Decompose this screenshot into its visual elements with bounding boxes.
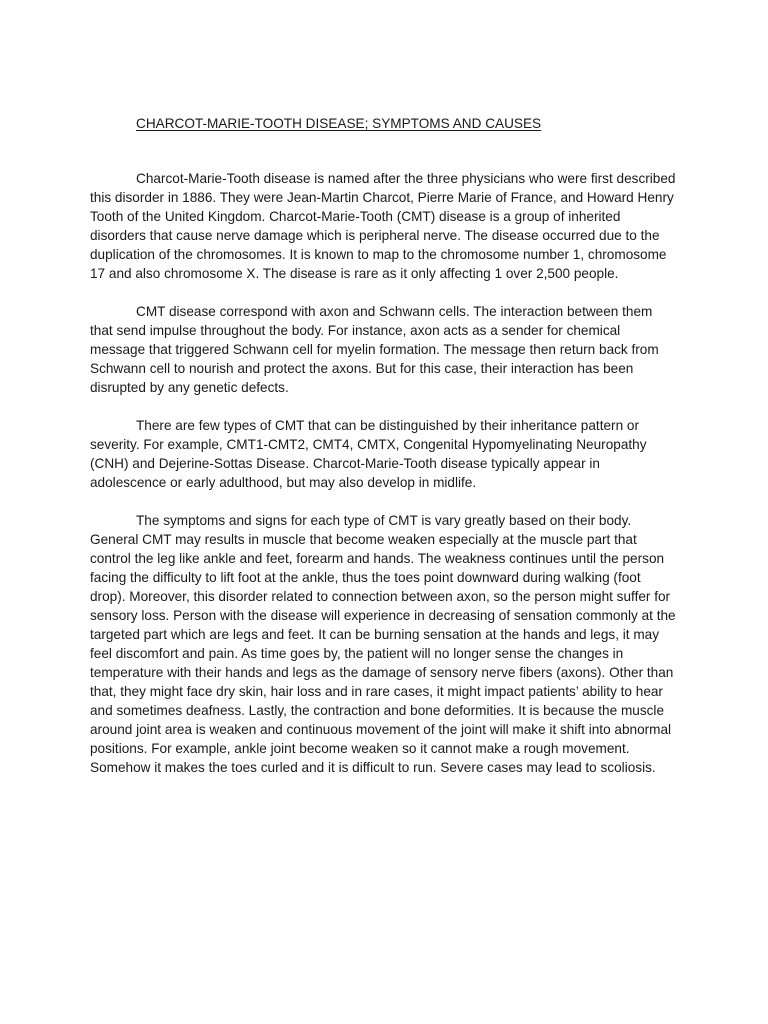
paragraph-symptoms: The symptoms and signs for each type of CMT is vary greatly based on their body. General CMT may results in muscle that become weaken especially at the muscle part that control the leg like ankle and feet, forearm and hands. The weakness continues until the person facing the difficulty to lift foot at the ankle, thus the toes point downward during walking (foot drop). Moreover, this disorder related to connection between axon, so the person might suffer for sensory loss. Person with the disease will experience in decreasing of sensation commonly at the targeted part which are legs and feet. It can be burning sensation at the hands and legs, it may feel discomfort and pain. As time goes by, the patient will no longer sense the changes in temperature with their hands and legs as the damage of sensory nerve fibers (axons). Other than that, they might face dry skin, hair loss and in rare cases, it might impact patients’ ability to hear and sometimes deafness. Lastly, the contraction and bone deformities. It is because the muscle around joint area is weaken and continuous movement of the joint will make it shift into abnormal positions. For example, ankle joint become weaken so it cannot make a rough movement. Somehow it makes the toes curled and it is difficult to run. Severe cases may lead to scoliosis. [90, 513, 676, 775]
paragraph-history: Charcot-Marie-Tooth disease is named after the three physicians who were first described this disorder in 1886. They were Jean-Martin Charcot, Pierre Marie of France, and Howard Henry Tooth of the United Kingdom. Charcot-Marie-Tooth (CMT) disease is a group of inherited disorders that cause nerve damage which is peripheral nerve. The disease occurred due to the duplication of the chromosomes. It is known to map to the chromosome number 1, chromosome 17 and also chromosome X. The disease is rare as it only affecting 1 over 2,500 people. [90, 171, 676, 281]
document-body [90, 169, 676, 796]
paragraph-types: There are few types of CMT that can be distinguished by their inheritance pattern or severity. For example, CMT1-CMT2, CMT4, CMTX, Congenital Hypomyelinating Neuropathy (CNH) and Dejerine-Sottas Disease. Charcot-Marie-Tooth disease typically appear in adolescence or early adulthood, but may also develop in midlife. [90, 418, 647, 490]
document-title: CHARCOT-MARIE-TOOTH DISEASE; SYMPTOMS AND CAUSES [136, 116, 542, 131]
paragraph-axon-schwann: CMT disease correspond with axon and Schwann cells. The interaction between them that send impulse throughout the body. For instance, axon acts as a sender for chemical message that triggered Schwann cell for myelin formation. The message then return back from Schwann cell to nourish and protect the axons. But for this case, their interaction has been disrupted by any genetic defects. [90, 304, 659, 395]
